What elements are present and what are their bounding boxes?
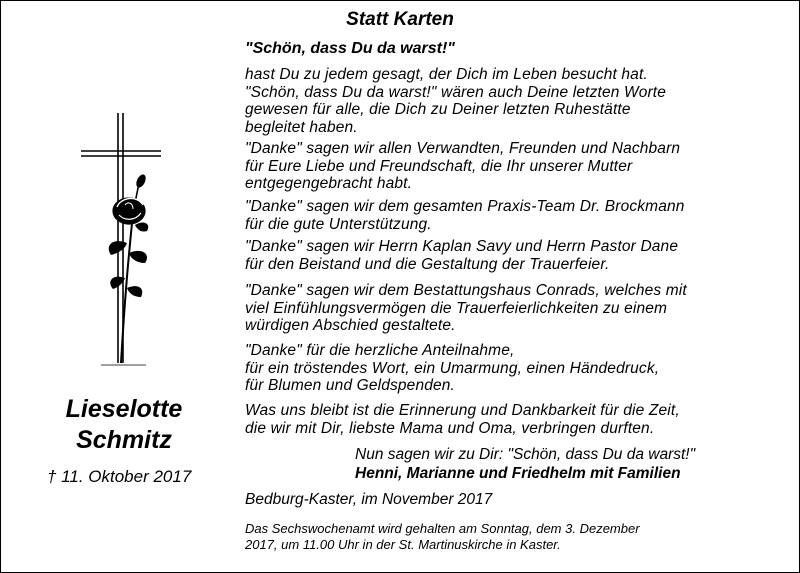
paragraph-intro: hast Du zu jedem gesagt, der Dich im Leben besucht hat. "Schön, dass Du da warst!" wären auch Deine letzten Worte gewesen für alle, die Dich zu Deiner letzten Ruhestätte begleitet haben. [245,66,667,136]
mass-notice: Das Sechswochenamt wird gehalten am Sonntag, dem 3. Dezember 2017, um 11.00 Uhr in der St. Martinuskirche in Kaster. [245,521,640,552]
deceased-last-name: Schmitz [76,426,172,454]
signatories: Henni, Marianne und Friedhelm mit Familien [355,465,681,482]
left-column [1,1,227,573]
death-date: † 11. Oktober 2017 [47,467,192,486]
paragraph-thanks-practice: "Danke" sagen wir dem gesamten Praxis-Team Dr. Brockmann für die gute Unterstützung. [245,198,685,233]
paragraph-thanks-funeral-home: "Danke" sagen wir dem Bestattungshaus Conrads, welches mit viel Einfühlungsvermögen die Trauerfeierlichkeiten zu einem würdigen Abschied gestaltete. [245,282,687,334]
cross-rose-icon [71,113,171,373]
paragraph-memory: Was uns bleibt ist die Erinnerung und Dankbarkeit für die Zeit, die wir mit Dir, liebste Mama und Oma, verbringen durften. [245,402,680,437]
closing-block [355,445,785,483]
paragraph-thanks-condolences: "Danke" für die herzliche Anteilnahme, für ein tröstendes Wort, ein Umarmung, einen Händedruck, für Blumen und Geldspenden. [245,342,660,394]
notice-title: Statt Karten [346,9,454,30]
paragraph-thanks-clergy: "Danke" sagen wir Herrn Kaplan Savy und Herrn Pastor Dane für den Beistand und die Gestaltung der Trauerfeier. [245,238,679,273]
place-date: Bedburg-Kaster, im November 2017 [245,491,493,508]
closing-line: Nun sagen wir zu Dir: "Schön, dass Du da warst!" [355,446,696,463]
deceased-first-name: Lieselotte [65,395,183,423]
paragraph-thanks-family: "Danke" sagen wir allen Verwandten, Freunden und Nachbarn für Eure Liebe und Freundschaft, die Ihr unserer Mutter entgegengebracht habt. [245,140,681,192]
motto-quote: "Schön, dass Du da warst!" [245,40,455,57]
